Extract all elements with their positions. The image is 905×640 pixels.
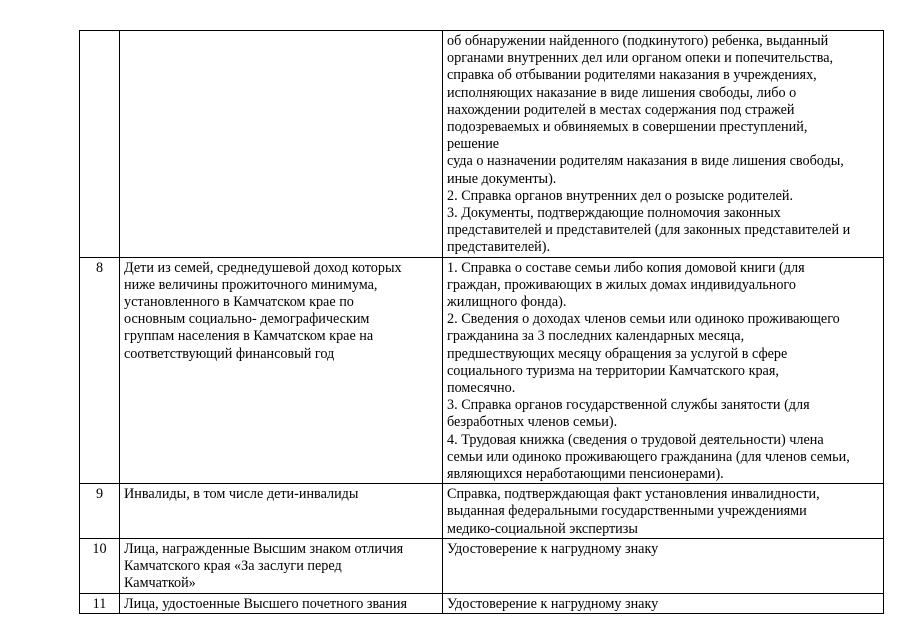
document-line: 3. Справка органов государственной службы занятости (для [447,397,810,414]
document-line: являющихся неработающими пенсионерами). [447,466,724,483]
documents-cell [443,31,884,258]
document-line: 2. Сведения о доходах членов семьи или одиноко проживающего [447,311,840,328]
document-line: представителей и представителей (для законных представителей и [447,222,851,239]
category-line: установленного в Камчатском крае по [124,294,354,311]
category-line: соответствующий финансовый год [124,345,335,362]
document-line: 2. Справка органов внутренних дел о розыске родителей. [447,187,794,204]
row-number: 9 [95,486,104,503]
table-body [80,31,884,614]
table-row [80,593,884,613]
document-line: Справка, подтверждающая факт установления инвалидности, [447,486,820,503]
document-line: исполняющих наказание в виде лишения свободы, либо о [447,84,797,101]
document-line: граждан, проживающих в жилых домах индивидуального [447,276,796,293]
category-line: группам населения в Камчатском крае на [124,328,374,345]
document-line: иные документы). [447,170,557,187]
document-line: медико-социальной экспертизы [447,520,638,537]
category-line: Камчаткой» [124,575,196,592]
document-line: гражданина за 3 последних календарных месяца, [447,328,745,345]
category-cell [120,593,443,613]
document-table [79,30,884,614]
row-number-cell [80,484,120,539]
category-line: ниже величины прожиточного минимума, [124,276,378,293]
document-line: справка об отбывании родителями наказания в учреждениях, [447,67,817,84]
document-line: жилищного фонда). [447,294,567,311]
document-line: семьи или одиноко проживающего гражданина (для членов семьи, [447,448,850,465]
table-row [80,257,884,484]
row-number: 8 [95,259,104,276]
document-line: 3. Документы, подтверждающие полномочия законных [447,205,781,222]
table-row [80,538,884,593]
document-line: суда о назначении родителям наказания в виде лишения свободы, [447,153,844,170]
table-row [80,484,884,539]
category-cell [120,257,443,484]
document-line: Удостоверение к нагрудному знаку [447,540,659,557]
category-line: Дети из семей, среднедушевой доход которых [124,259,402,276]
category-line: Лица, удостоенные Высшего почетного звания [124,595,407,612]
documents-cell [443,484,884,539]
category-line: основным социально- демографическим [124,311,370,328]
row-number: 10 [92,540,107,557]
document-line: представителей). [447,239,551,256]
document-line: социального туризма на территории Камчатского края, [447,362,779,379]
document-line: предшествующих месяцу обращения за услугой в сфере [447,345,788,362]
category-line: Инвалиды, в том числе дети-инвалиды [124,486,359,503]
category-line: Лица, награжденные Высшим знаком отличия [124,540,404,557]
category-line: Камчатского края «За заслуги перед [124,558,342,575]
row-number: 11 [92,595,107,612]
document-line: 4. Трудовая книжка (сведения о трудовой деятельности) члена [447,431,824,448]
row-number-cell [80,538,120,593]
document-line: безработных членов семьи). [447,414,618,431]
document-line: выданная федеральными государственными учреждениями [447,503,807,520]
table-row [80,31,884,258]
documents-cell [443,257,884,484]
category-cell [120,484,443,539]
document-line: об обнаружении найденного (подкинутого) ребенка, выданный [447,33,829,49]
category-cell [120,538,443,593]
document-line: нахождении родителей в местах содержания под стражей [447,101,795,118]
row-number-cell [80,593,120,613]
documents-cell [443,593,884,613]
document-line: помесячно. [447,380,516,397]
document-line: подозреваемых и обвиняемых в совершении преступлений, [447,119,808,136]
row-number-cell [80,257,120,484]
document-line: решение [447,136,500,153]
documents-cell [443,538,884,593]
document-line: органами внутренних дел или органом опеки и попечительства, [447,50,834,67]
row-number-cell [80,31,120,258]
category-cell [120,31,443,258]
document-line: 1. Справка о составе семьи либо копия домовой книги (для [447,259,805,276]
document-line: Удостоверение к нагрудному знаку [447,595,659,612]
